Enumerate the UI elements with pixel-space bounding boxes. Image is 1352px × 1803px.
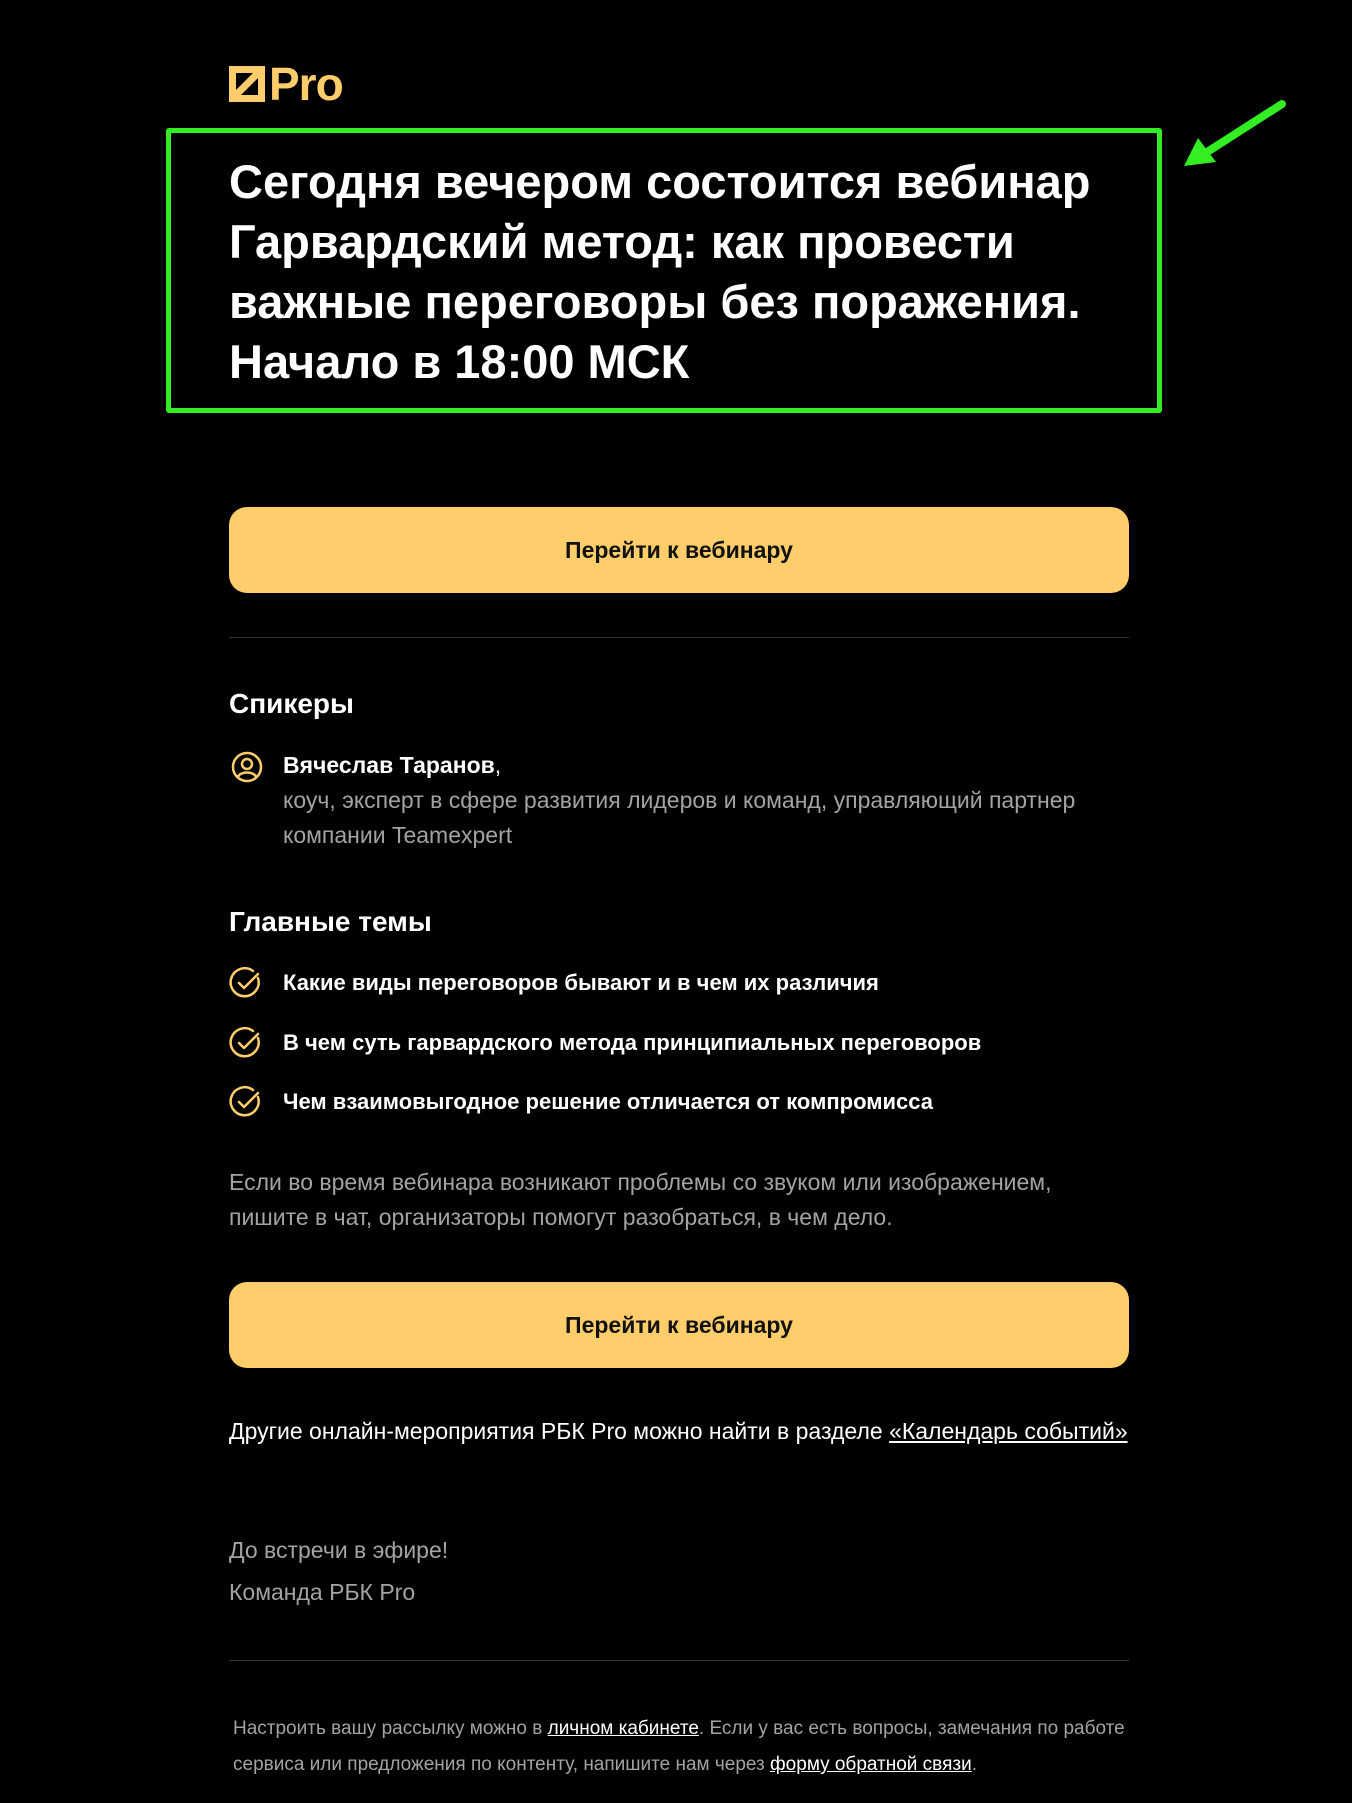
topic-text: Какие виды переговоров бывают и в чем их различия: [283, 970, 879, 995]
go-to-webinar-button-bottom[interactable]: Перейти к вебинару: [229, 1282, 1129, 1368]
check-circle-icon: [229, 1026, 263, 1060]
speaker-item: [283, 748, 1133, 853]
go-to-webinar-button-top[interactable]: Перейти к вебинару: [229, 507, 1129, 593]
topic-item: [229, 1085, 1129, 1119]
check-circle-icon: [229, 1085, 263, 1119]
rbc-pro-logo: [229, 58, 343, 110]
logo-text: Pro: [269, 58, 343, 110]
topics-title: Главные темы: [229, 906, 432, 937]
topic-item: [229, 1026, 1129, 1060]
other-events-prefix: Другие онлайн-мероприятия РБК Pro можно найти в разделе: [229, 1418, 890, 1444]
events-calendar-link[interactable]: «Календарь событий»: [889, 1418, 1128, 1444]
other-events-text: [229, 1414, 1129, 1449]
speaker-name: Вячеслав Таранов: [283, 752, 495, 778]
user-circle-icon: [231, 751, 263, 783]
highlight-arrow-icon: [1176, 96, 1288, 176]
footer-text: [233, 1711, 1133, 1783]
divider: [229, 1660, 1129, 1661]
personal-account-link[interactable]: личном кабинете: [547, 1718, 699, 1739]
headline: Сегодня вечером состоится вебинар Гарвардский метод: как провести важные переговоры без поражения. Начало в 18:00 МСК: [229, 155, 1091, 388]
divider: [229, 637, 1129, 638]
feedback-form-link[interactable]: форму обратной связи: [770, 1754, 972, 1775]
footer-part-3: .: [971, 1754, 977, 1775]
signoff-greeting: До встречи в эфире!: [229, 1537, 449, 1563]
footer-part-2: . Если у вас есть вопросы, замечания по работе сервиса или предложения по контенту, напишите нам через: [233, 1718, 1125, 1775]
footer-part-1: Настроить вашу рассылку можно в: [233, 1718, 548, 1739]
signoff-team: Команда РБК Pro: [229, 1579, 416, 1605]
check-circle-icon: [229, 966, 263, 1000]
logo-mark-icon: [229, 66, 265, 102]
support-note: Если во время вебинара возникают проблемы со звуком или изображением, пишите в чат, организаторы помогут разобраться, в чем дело.: [229, 1169, 1052, 1230]
speakers-title: Спикеры: [229, 688, 354, 719]
topic-text: Чем взаимовыгодное решение отличается от компромисса: [283, 1089, 933, 1114]
speaker-name-separator: ,: [494, 752, 502, 778]
speaker-description: коуч, эксперт в сфере развития лидеров и команд, управляющий партнер компании Teamexpert: [283, 787, 1076, 848]
topic-item: [229, 966, 1129, 1000]
topic-text: В чем суть гарвардского метода принципиальных переговоров: [283, 1030, 982, 1055]
